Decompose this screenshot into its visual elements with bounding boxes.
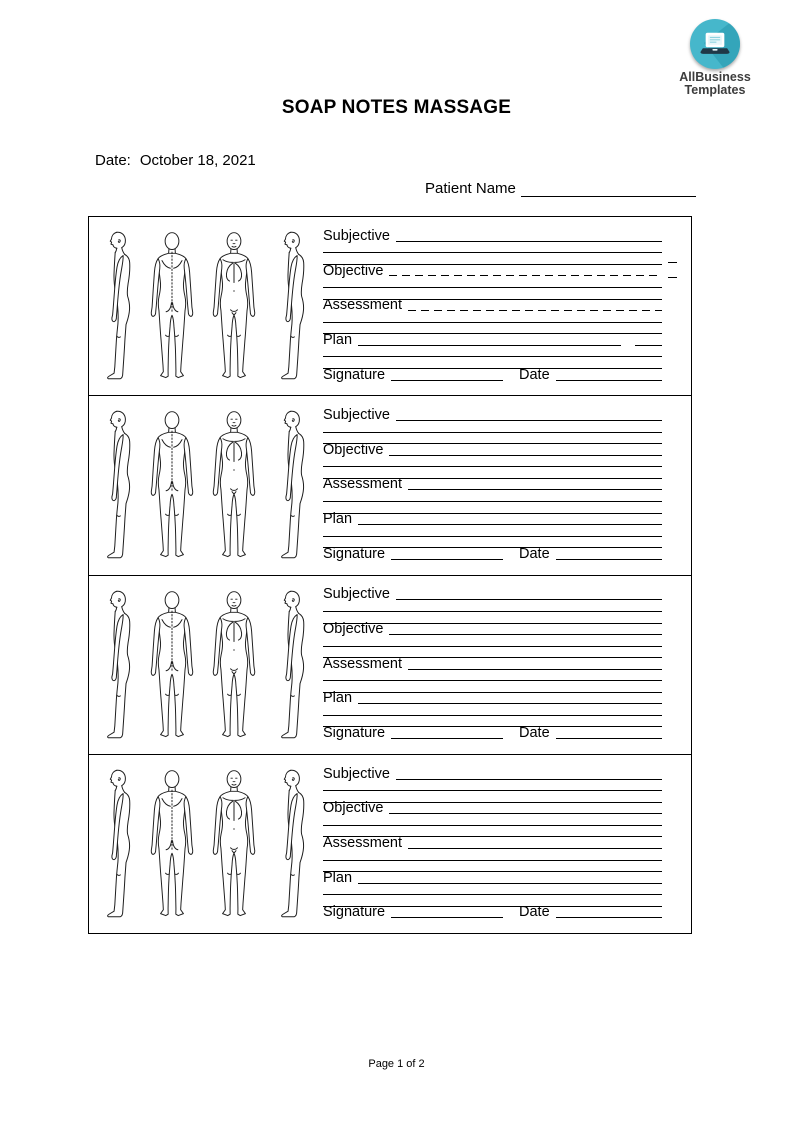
objective-label: Objective xyxy=(323,621,384,638)
date-label: Date xyxy=(519,366,550,383)
subjective-blank-line xyxy=(396,589,662,601)
assessment-blank-line xyxy=(323,311,662,323)
subjective-blank-line xyxy=(323,421,662,433)
objective-label: Objective xyxy=(323,800,384,817)
plan-blank-line-segment xyxy=(635,334,662,346)
assessment-blank-line xyxy=(408,658,662,670)
date-label: Date: xyxy=(95,152,131,169)
soap-fields xyxy=(316,217,691,395)
objective-blank-line xyxy=(389,803,662,815)
assessment-label: Assessment xyxy=(323,655,402,672)
plan-label: Plan xyxy=(323,511,353,528)
objective-blank-line xyxy=(323,635,662,647)
logo-text-line2: Templates xyxy=(684,83,746,97)
body-back-view-icon xyxy=(147,589,197,744)
soap-note-section xyxy=(89,576,691,755)
body-diagrams xyxy=(89,396,316,574)
date-blank-line xyxy=(556,727,662,739)
assessment-blank-line xyxy=(408,837,662,849)
subjective-label: Subjective xyxy=(323,765,390,782)
soap-note-section xyxy=(89,217,691,396)
body-side-view-icon xyxy=(97,768,135,923)
body-front-view-icon xyxy=(209,409,259,564)
logo-text-line1: AllBusiness xyxy=(679,70,751,84)
plan-blank-line xyxy=(358,693,662,705)
objective-blank-line xyxy=(323,456,662,468)
body-side-view-right-icon xyxy=(271,589,309,744)
assessment-label: Assessment xyxy=(323,476,402,493)
soap-table xyxy=(88,216,692,934)
assessment-blank-line xyxy=(408,479,662,491)
signature-blank-line xyxy=(391,907,503,919)
subjective-blank-line xyxy=(396,230,662,242)
signature-label: Signature xyxy=(323,904,386,921)
assessment-blank-line xyxy=(323,849,662,861)
assessment-blank-line xyxy=(323,490,662,502)
plan-label: Plan xyxy=(323,690,353,707)
soap-note-section xyxy=(89,755,691,933)
signature-blank-line xyxy=(391,369,503,381)
objective-blank-line xyxy=(323,277,662,289)
body-back-view-icon xyxy=(147,768,197,923)
date-label: Date xyxy=(519,545,550,562)
objective-blank-line xyxy=(389,624,662,636)
subjective-blank-line xyxy=(323,242,662,254)
date-blank-line xyxy=(556,548,662,560)
soap-fields xyxy=(316,576,691,754)
plan-label: Plan xyxy=(323,869,353,886)
subjective-label: Subjective xyxy=(323,407,390,424)
subjective-label: Subjective xyxy=(323,586,390,603)
stray-dash-mark xyxy=(668,262,677,263)
date-value: October 18, 2021 xyxy=(139,152,256,169)
assessment-blank-line xyxy=(323,861,662,873)
soap-note-section xyxy=(89,396,691,575)
body-side-view-right-icon xyxy=(271,768,309,923)
signature-blank-line xyxy=(391,727,503,739)
body-front-view-icon xyxy=(209,589,259,744)
assessment-blank-line xyxy=(408,300,662,312)
subjective-blank-line xyxy=(323,600,662,612)
body-side-view-right-icon xyxy=(271,230,309,385)
signature-label: Signature xyxy=(323,366,386,383)
assessment-blank-line xyxy=(323,502,662,514)
objective-blank-line xyxy=(389,265,662,277)
date-label: Date xyxy=(519,904,550,921)
page-title: SOAP NOTES MASSAGE xyxy=(281,97,512,118)
plan-blank-line xyxy=(358,514,662,526)
page-number: Page 1 of 2 xyxy=(368,1058,425,1070)
assessment-blank-line xyxy=(323,670,662,682)
assessment-blank-line xyxy=(323,323,662,335)
date-blank-line xyxy=(556,369,662,381)
patient-name-blank-line xyxy=(521,180,696,197)
body-side-view-right-icon xyxy=(271,409,309,564)
body-diagrams xyxy=(89,576,316,754)
plan-blank-line xyxy=(323,346,662,358)
plan-blank-line xyxy=(323,704,662,716)
subjective-blank-line xyxy=(396,410,662,422)
soap-fields xyxy=(316,396,691,574)
assessment-label: Assessment xyxy=(323,297,402,314)
laptop-icon xyxy=(698,30,732,58)
subjective-blank-line xyxy=(323,780,662,792)
body-diagrams xyxy=(89,755,316,933)
objective-label: Objective xyxy=(323,441,384,458)
patient-name-row xyxy=(425,180,696,197)
soap-fields xyxy=(316,755,691,933)
objective-blank-line xyxy=(389,444,662,456)
body-side-view-icon xyxy=(97,230,135,385)
objective-blank-line xyxy=(323,814,662,826)
assessment-label: Assessment xyxy=(323,834,402,851)
body-front-view-icon xyxy=(209,230,259,385)
plan-label: Plan xyxy=(323,331,353,348)
signature-blank-line xyxy=(391,548,503,560)
patient-name-label: Patient Name xyxy=(425,180,516,197)
body-front-view-icon xyxy=(209,768,259,923)
body-diagrams xyxy=(89,217,316,395)
signature-label: Signature xyxy=(323,725,386,741)
stray-dash-mark xyxy=(668,277,677,278)
document-date xyxy=(95,152,256,169)
plan-blank-line xyxy=(323,884,662,896)
subjective-blank-line xyxy=(396,768,662,780)
logo-circle xyxy=(690,19,740,69)
subjective-label: Subjective xyxy=(323,227,390,244)
body-back-view-icon xyxy=(147,230,197,385)
allbusiness-templates-logo xyxy=(678,19,752,97)
date-label: Date xyxy=(519,725,550,741)
assessment-blank-line xyxy=(323,681,662,693)
body-back-view-icon xyxy=(147,409,197,564)
body-side-view-icon xyxy=(97,589,135,744)
plan-blank-line xyxy=(323,525,662,537)
date-blank-line xyxy=(556,907,662,919)
objective-label: Objective xyxy=(323,262,384,279)
plan-blank-line xyxy=(358,334,621,346)
plan-blank-line xyxy=(358,872,662,884)
signature-label: Signature xyxy=(323,545,386,562)
body-side-view-icon xyxy=(97,409,135,564)
